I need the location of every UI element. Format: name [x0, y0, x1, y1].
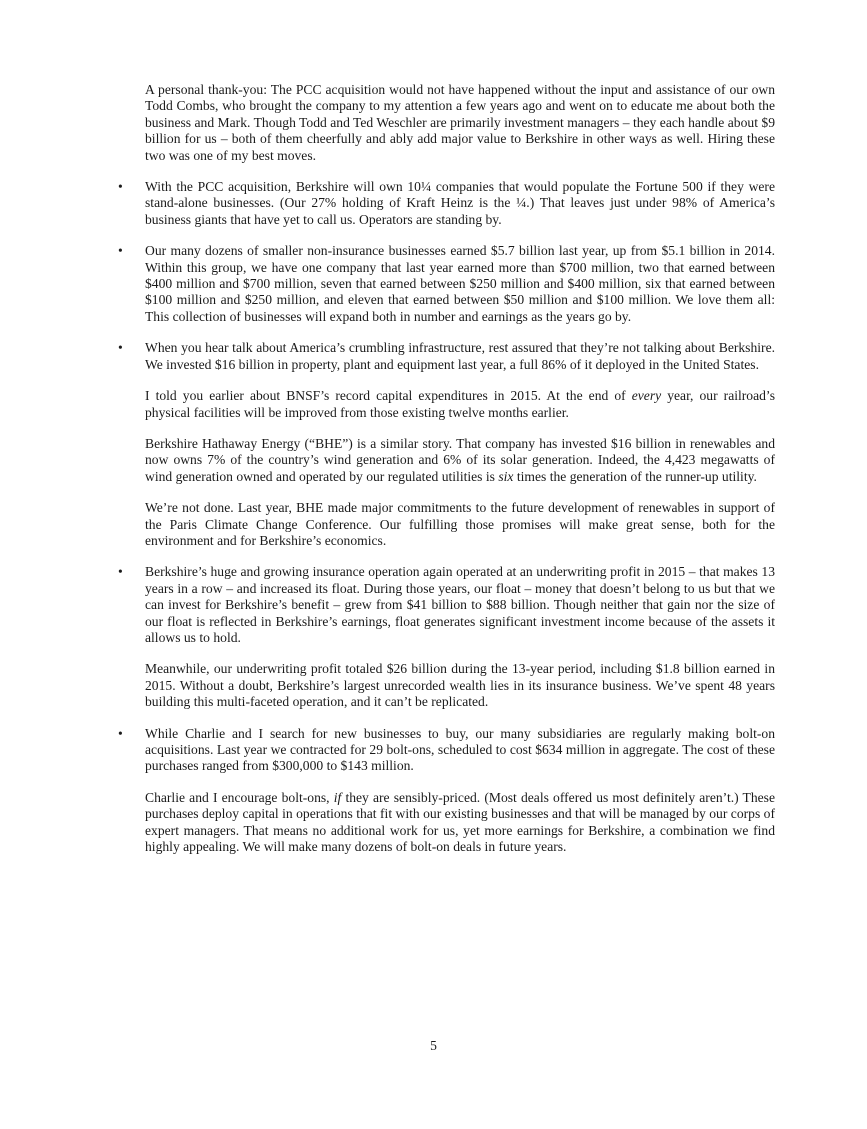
- paragraph-text: [145, 661, 775, 710]
- text-run: times the generation of the runner-up utility.: [513, 468, 757, 484]
- paragraph-text: [145, 436, 775, 485]
- text-run: they are sensibly-priced. (Most deals offered us most definitely aren’t.) These purchases deploy capital in operations that fit with our existing businesses and that will be managed by our corps of expert managers. That means no additional work for us, yet more earnings for Berkshire, a combination we find highly appealing. We will make many dozens of bolt-on deals in future years.: [145, 789, 776, 855]
- text-run: I told you earlier about BNSF’s record capital expenditures in 2015. At the end of: [145, 388, 632, 404]
- bullet-marker: •: [118, 243, 123, 259]
- text-run: year, our railroad’s physical facilities will be improved from those existing twelve months earlier.: [145, 388, 775, 420]
- paragraph: [145, 500, 775, 549]
- emphasis-text: every: [631, 388, 662, 404]
- document-body: [118, 82, 776, 870]
- text-run: A personal thank-you: The PCC acquisition would not have happened without the input and assistance of our own Todd Combs, who brought the company to my attention a few years ago and went on to educate me about both the business and Mark. Though Todd and Ted Weschler are primarily investment managers – they each handle about $9 billion for us – both of them cheerfully and ably add major value to Berkshire in other ways as well. Hiring these two was one of my best moves.: [145, 82, 775, 163]
- bullet-paragraph: [118, 725, 775, 775]
- text-run: Berkshire’s huge and growing insurance operation again operated at an underwriting profit in 2015 – that makes 13 years in a row – and increased its float. During those years, our float – money that doesn’t belong to us but that we can invest for Berkshire’s benefit – grew from $41 billion to $88 billion. Though neither that gain nor the size of our float is reflected in Berkshire’s earnings, float generates significant investment income because of the assets it allows us to hold.: [145, 564, 775, 645]
- paragraph-text: [145, 388, 775, 421]
- paragraph-text: [145, 564, 775, 646]
- text-run: Charlie and I encourage bolt-ons,: [145, 789, 334, 805]
- paragraph-text: [145, 82, 775, 164]
- text-run: Meanwhile, our underwriting profit totaled $26 billion during the 13-year period, including $1.8 billion earned in 2015. Without a doubt, Berkshire’s largest unrecorded wealth lies in its insurance business. We’ve spent 48 years building this multi-faceted operation, and it can’t be replicated.: [145, 661, 775, 710]
- paragraph-text: [145, 243, 775, 325]
- paragraph-text: [145, 726, 775, 775]
- paragraph-text: [145, 790, 775, 856]
- paragraph-text: [145, 340, 775, 373]
- bullet-paragraph: [118, 179, 775, 228]
- text-run: Our many dozens of smaller non-insurance businesses earned $5.7 billion last year, up from $5.1 billion in 2014. Within this group, we have one company that last year earned more than $700 million, two that earned between $400 million and $700 million, seven that earned between $250 million and $400 million, six that earned between $100 million and $250 million, and eleven that earned between $50 million and $100 million. We love them all: This collection of businesses will expand both in number and earnings as the years go by.: [145, 243, 775, 324]
- bullet-marker: •: [118, 340, 123, 356]
- emphasis-text: if: [333, 789, 342, 805]
- page-number: 5: [430, 1038, 437, 1053]
- text-run: With the PCC acquisition, Berkshire will own 10¼ companies that would populate the Fortune 500 if they were stand-alone businesses. (Our 27% holding of Kraft Heinz is the ¼.) That leaves just under 98% of America’s business giants that have yet to call us. Operators are standing by.: [145, 179, 775, 227]
- bullet-marker: •: [118, 564, 123, 580]
- paragraph: [145, 388, 775, 421]
- text-run: When you hear talk about America’s crumbling infrastructure, rest assured that they’re not talking about Berkshire. We invested $16 billion in property, plant and equipment last year, a full 86% of it deployed in the United States.: [145, 340, 775, 372]
- paragraph: [145, 790, 775, 856]
- bullet-marker: •: [118, 725, 123, 741]
- text-run: While Charlie and I search for new businesses to buy, our many subsidiaries are regularly making bolt-on acquisitions. Last year we contracted for 29 bolt-ons, scheduled to cost $634 million in aggregate. The cost of these purchases ranged from $300,000 to $143 million.: [145, 725, 775, 774]
- paragraph: [145, 82, 775, 164]
- bullet-marker: •: [118, 179, 123, 195]
- emphasis-text: six: [498, 468, 514, 484]
- paragraph-text: [145, 179, 775, 228]
- paragraph: [145, 436, 775, 485]
- paragraph: [145, 661, 775, 710]
- bullet-paragraph: [118, 564, 775, 646]
- bullet-paragraph: [118, 243, 775, 325]
- paragraph-text: [145, 500, 775, 549]
- text-run: Berkshire Hathaway Energy (“BHE”) is a similar story. That company has invested $16 billion in renewables and now owns 7% of the country’s wind generation and 6% of its solar generation. Indeed, the 4,423 megawatts of wind generation owned and operated by our regulated utilities is: [145, 435, 775, 484]
- text-run: We’re not done. Last year, BHE made major commitments to the future development of renewables in support of the Paris Climate Change Conference. Our fulfilling those promises will make great sense, both for the environment and for Berkshire’s economics.: [145, 500, 775, 548]
- bullet-paragraph: [118, 340, 775, 373]
